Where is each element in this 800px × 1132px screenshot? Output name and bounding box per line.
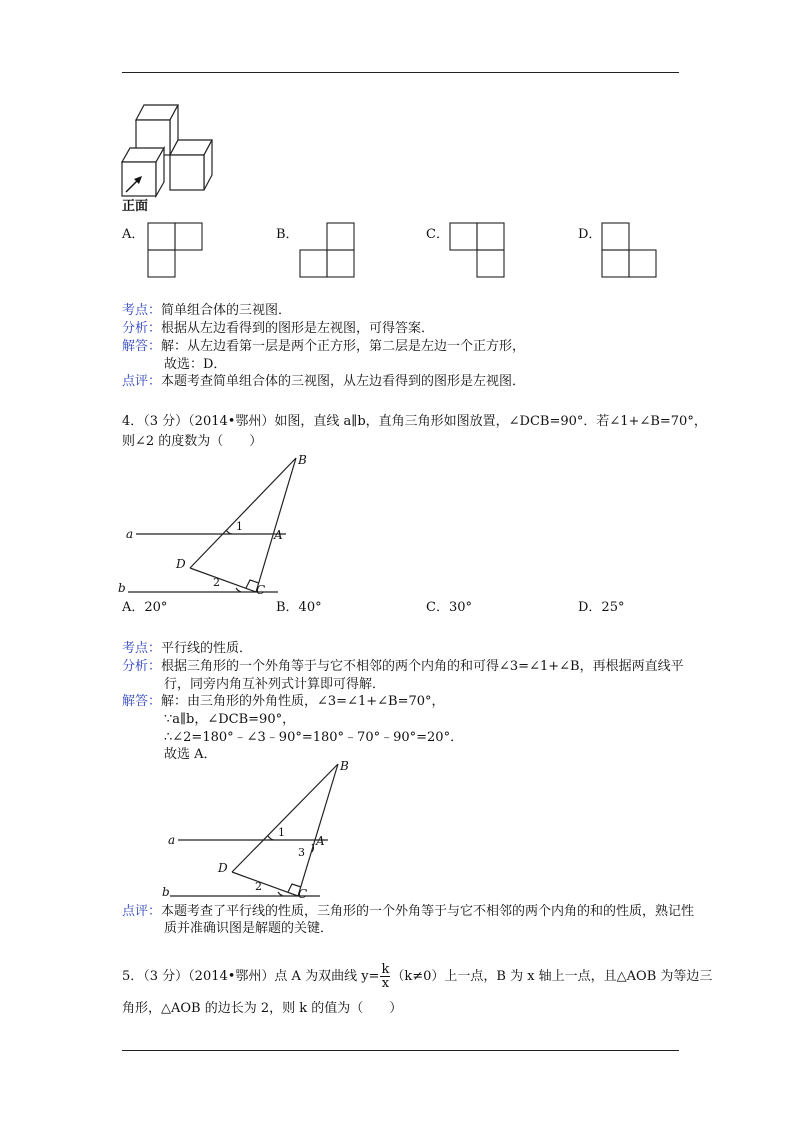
q3-option-a-figure (148, 223, 204, 279)
q3-jieda-label: 解答： (122, 339, 162, 354)
q3-option-d: D． (578, 227, 602, 242)
q4-option-b: B．40° (276, 600, 322, 615)
q4-jieda-line2: ∵a∥b，∠DCB=90°， (164, 712, 296, 727)
q4-fenxi-label: 分析： (122, 659, 162, 674)
q4-label-C: C (256, 583, 266, 597)
q4-sol-label-angle3: 3 (298, 846, 305, 859)
q5-stem-part2: （k≠0）上一点，B 为 x 轴上一点，且△AOB 为等边三 (391, 969, 713, 984)
q3-jieda-line2: 故选：D． (164, 357, 227, 372)
q3-jieda-line1: 解：从左边看第一层是两个正方形，第二层是左边一个正方形， (161, 339, 526, 354)
q3-option-a: A． (122, 227, 145, 242)
q5-stem-part1: 5．（3 分）（2014•鄂州）点 A 为双曲线 y= (122, 969, 380, 984)
q4-sol-label-angle2: 2 (255, 880, 262, 893)
q4-solution-figure (160, 758, 360, 904)
q3-dianping: 本题考查简单组合体的三视图，从左边看得到的图形是左视图． (161, 374, 526, 389)
q4-sol-label-C: C (298, 887, 308, 901)
q4-jieda-line3: ∴∠2=180°﹣∠3﹣90°=180°﹣70°﹣90°=20°． (164, 730, 464, 745)
q4-label-b: b (118, 581, 126, 595)
q4-fenxi-line1: 根据三角形的一个外角等于与它不相邻的两个内角的和可得∠3=∠1+∠B，再根据两直线平 (161, 659, 684, 674)
cube-stack-figure (118, 100, 218, 200)
q4-sol-label-B: B (340, 759, 349, 773)
q3-fenxi: 根据从左边看得到的图形是左视图，可得答案． (161, 321, 435, 336)
q4-stem-line2: 则∠2 的度数为（ ） (122, 434, 263, 449)
q3-kaodian: 简单组合体的三视图． (161, 303, 292, 318)
q3-kaodian-label: 考点： (122, 303, 162, 318)
q3-dianping-label: 点评： (122, 374, 162, 389)
front-label: 正面 (122, 199, 149, 214)
header-rule (122, 72, 679, 73)
q4-jieda-label: 解答： (122, 694, 162, 709)
q4-kaodian-label: 考点： (122, 641, 162, 656)
q4-sol-label-angle1: 1 (278, 826, 285, 839)
footer-rule (122, 1050, 679, 1051)
q3-option-c: C． (426, 227, 449, 242)
q4-dianping-line1: 本题考查了平行线的性质，三角形的一个外角等于与它不相邻的两个内角的和的性质，熟记性 (161, 904, 695, 919)
q3-option-c-figure (450, 223, 506, 279)
q5-stem-line1 (122, 962, 712, 992)
q3-option-b-figure (300, 223, 356, 279)
q4-figure (118, 450, 318, 600)
q4-kaodian: 平行线的性质． (161, 641, 253, 656)
q4-dianping-line2: 质并准确识图是解题的关键． (164, 921, 334, 936)
q4-sol-label-A: A (316, 834, 325, 848)
q3-fenxi-label: 分析： (122, 321, 162, 336)
q4-dianping-label: 点评： (122, 904, 162, 919)
q4-label-A: A (274, 528, 283, 542)
q4-stem-line1: 4．（3 分）（2014•鄂州）如图，直线 a∥b，直角三角形如图放置，∠DCB=90°．若∠1+∠B=70°， (122, 414, 707, 429)
q4-sol-label-b: b (162, 885, 170, 899)
q4-jieda-line1: 解：由三角形的外角性质，∠3=∠1+∠B=70°， (161, 694, 445, 709)
q4-option-d: D．25° (578, 600, 625, 615)
q4-label-a: a (126, 527, 134, 541)
q3-option-d-figure (602, 223, 658, 279)
q4-option-c: C．30° (426, 600, 472, 615)
q4-label-B: B (298, 453, 307, 467)
q4-label-angle1: 1 (236, 520, 243, 533)
q4-jieda-line4: 故选 A． (164, 747, 217, 762)
q5-frac-den: x (381, 976, 390, 991)
q4-sol-label-a: a (168, 833, 176, 847)
q4-fenxi-line2: 行，同旁内角互补列式计算即可得解． (164, 677, 386, 692)
q3-option-b: B． (276, 227, 299, 242)
q4-sol-label-D: D (218, 861, 228, 875)
q4-label-D: D (176, 557, 186, 571)
q4-option-a: A．20° (122, 600, 168, 615)
q5-frac-num: k (381, 962, 390, 977)
q5-stem-line2: 角形，△AOB 的边长为 2，则 k 的值为（ ） (122, 1001, 403, 1016)
q4-label-angle2: 2 (213, 576, 220, 589)
q5-fraction (380, 963, 390, 990)
